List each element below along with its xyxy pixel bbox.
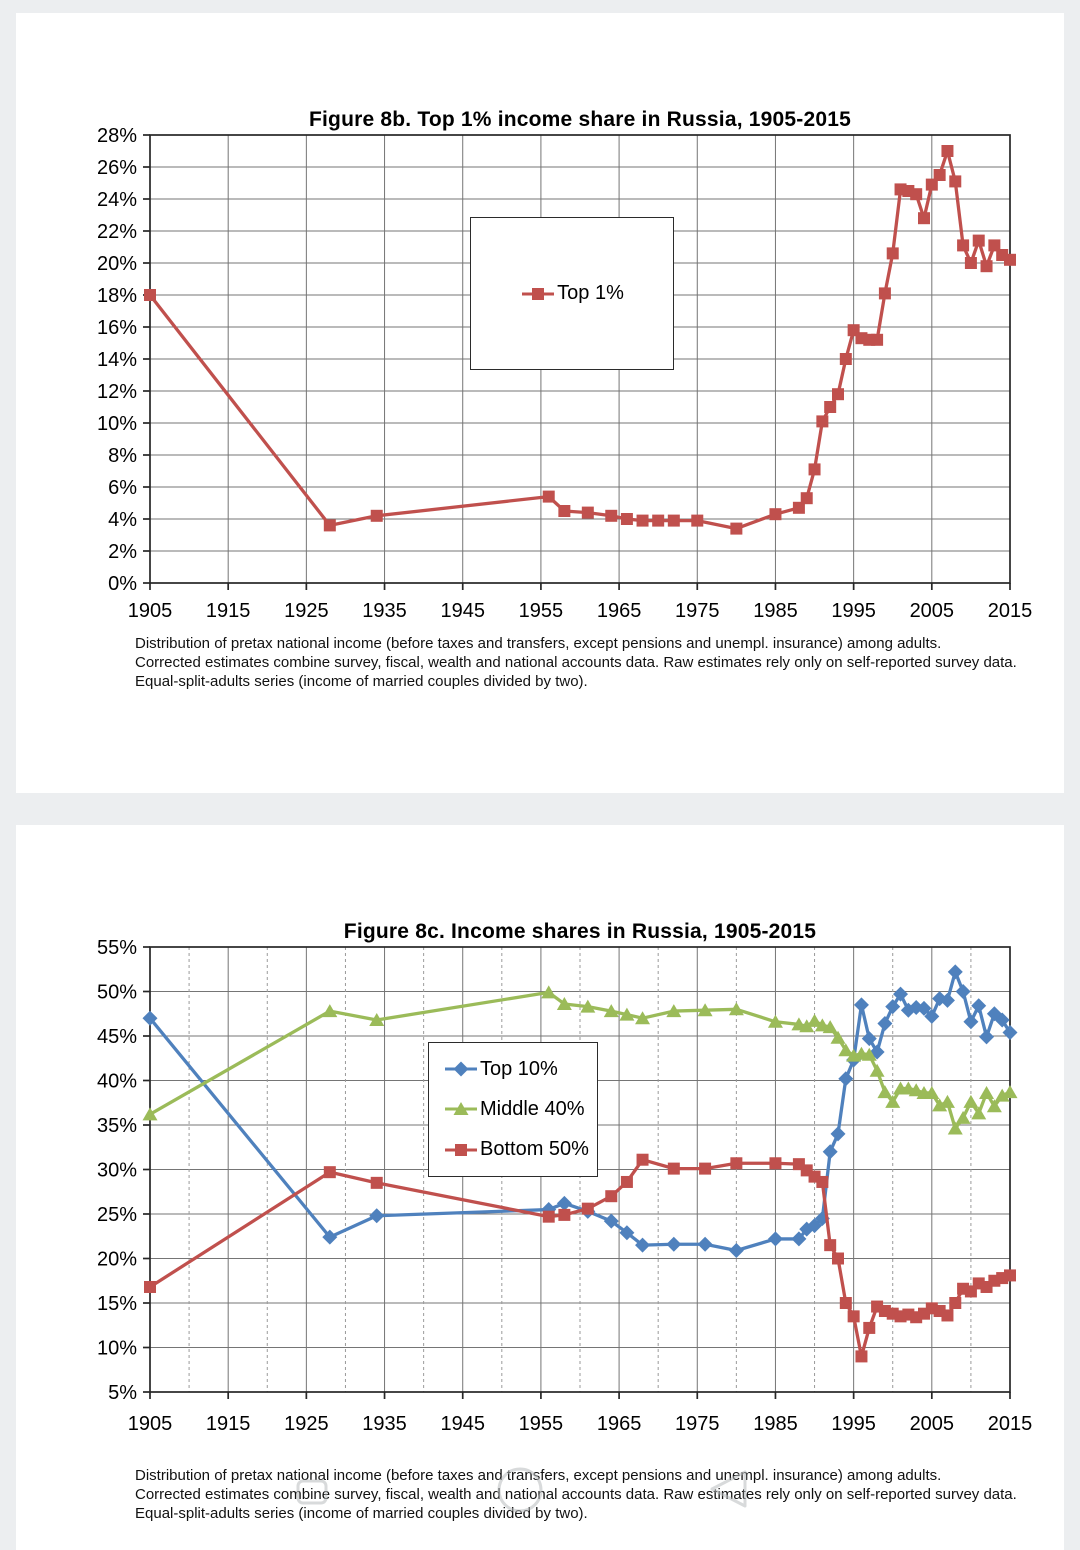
- footnote-line: Equal-split-adults series (income of married couples divided by two).: [135, 672, 588, 690]
- x-tick-label: 1905: [127, 1413, 173, 1435]
- data-point: [532, 288, 544, 300]
- recents-square-icon[interactable]: [298, 1481, 326, 1503]
- y-tick-label: 30%: [96, 1159, 137, 1182]
- pdf-page-2: [16, 825, 1064, 1550]
- y-tick-label: 5%: [108, 1382, 137, 1404]
- y-tick-label: 28%: [96, 125, 137, 147]
- y-tick-label: 14%: [96, 349, 137, 371]
- y-tick-label: 2%: [108, 541, 137, 563]
- data-point: [652, 515, 664, 527]
- data-point: [918, 212, 930, 224]
- legend-label-middle40: Middle 40%: [480, 1097, 585, 1120]
- x-tick-label: 1955: [518, 600, 564, 622]
- data-point: [879, 287, 891, 299]
- x-tick-label: 1925: [284, 600, 329, 622]
- y-tick-label: 24%: [96, 189, 137, 211]
- footnote-line: Corrected estimates combine survey, fiscal, wealth and national accounts data. Raw estimates rely only on self-reported survey data.: [135, 1485, 1017, 1503]
- home-circle-icon[interactable]: [499, 1469, 541, 1511]
- data-point: [840, 353, 852, 365]
- android-nav-watermarks: [16, 825, 1064, 1550]
- y-tick-label: 20%: [96, 1248, 137, 1271]
- data-point: [871, 334, 883, 346]
- x-tick-label: 1945: [440, 600, 485, 622]
- y-tick-label: 45%: [96, 1026, 137, 1048]
- data-point: [809, 463, 821, 475]
- x-tick-label: 1905: [127, 600, 173, 622]
- y-tick-label: 35%: [96, 1115, 137, 1137]
- y-tick-label: 12%: [96, 381, 137, 403]
- y-tick-label: 15%: [96, 1293, 137, 1315]
- legend-label-top1: Top 1%: [557, 282, 624, 304]
- footnote-line: Corrected estimates combine survey, fiscal, wealth and national accounts data. Raw estimates rely only on self-reported survey data.: [135, 653, 1017, 671]
- y-tick-label: 8%: [108, 445, 137, 467]
- x-tick-label: 1985: [753, 600, 798, 622]
- y-tick-label: 0%: [108, 573, 137, 595]
- figure-8b-legend: [470, 217, 674, 370]
- x-tick-label: 1925: [284, 1413, 329, 1435]
- x-tick-label: 1985: [753, 1413, 798, 1435]
- data-point: [543, 491, 555, 503]
- data-point: [973, 235, 985, 247]
- x-tick-label: 2005: [909, 1413, 955, 1435]
- y-tick-label: 50%: [96, 981, 137, 1004]
- footnote-line: Distribution of pretax national income (before taxes and transfers, except pensions and unempl. insurance) among adults.: [135, 635, 942, 652]
- x-tick-label: 1915: [205, 600, 251, 622]
- legend-label-top10: Top 10%: [480, 1057, 558, 1080]
- x-tick-label: 2015: [987, 600, 1033, 622]
- y-tick-label: 10%: [96, 413, 137, 435]
- figure-8b-footnote: [135, 635, 1070, 691]
- x-tick-label: 1965: [596, 1413, 642, 1435]
- footnote-line: Equal-split-adults series (income of married couples divided by two).: [135, 1504, 588, 1522]
- y-tick-label: 22%: [96, 221, 137, 243]
- data-point: [910, 188, 922, 200]
- x-tick-label: 2005: [909, 600, 955, 622]
- pdf-page-1: [16, 13, 1064, 793]
- footnote-line: Distribution of pretax national income (before taxes and transfers, except pensions and unempl. insurance) among adults.: [135, 1467, 942, 1484]
- top1-series-marker-icon: [520, 286, 556, 302]
- y-tick-label: 26%: [96, 157, 137, 179]
- data-point: [605, 510, 617, 522]
- data-point: [1004, 254, 1016, 266]
- x-tick-label: 1995: [831, 1413, 876, 1435]
- figure-8c-title: Figure 8c. Income shares in Russia, 1905-2015: [343, 920, 817, 943]
- data-point: [371, 510, 383, 522]
- y-tick-label: 10%: [96, 1337, 137, 1360]
- x-tick-label: 1995: [831, 600, 876, 622]
- x-tick-label: 1945: [440, 1413, 485, 1435]
- data-point: [965, 257, 977, 269]
- data-point: [949, 175, 961, 187]
- data-point: [558, 505, 570, 517]
- data-point: [637, 515, 649, 527]
- data-point: [816, 415, 828, 427]
- legend-label-bottom50: Bottom 50%: [480, 1138, 589, 1161]
- x-tick-label: 1965: [596, 600, 642, 622]
- x-tick-label: 1975: [675, 1413, 720, 1435]
- x-tick-label: 1935: [362, 600, 407, 622]
- y-tick-label: 25%: [96, 1204, 137, 1226]
- data-point: [981, 260, 993, 272]
- figure-8b-title: Figure 8b. Top 1% income share in Russia, 1905-2015: [308, 108, 851, 131]
- y-tick-label: 4%: [108, 509, 137, 531]
- y-tick-label: 55%: [96, 937, 137, 959]
- data-point: [730, 523, 742, 535]
- data-point: [887, 247, 899, 259]
- data-point: [769, 508, 781, 520]
- data-point: [691, 515, 703, 527]
- x-tick-label: 2015: [987, 1413, 1033, 1435]
- data-point: [957, 239, 969, 251]
- x-tick-label: 1935: [362, 1413, 407, 1435]
- data-point: [582, 507, 594, 519]
- x-tick-label: 1915: [205, 1413, 251, 1435]
- data-point: [324, 519, 336, 531]
- legend-entry-top1: [520, 282, 624, 305]
- back-arrow-icon[interactable]: [712, 1472, 745, 1506]
- data-point: [668, 515, 680, 527]
- data-point: [144, 289, 156, 301]
- data-point: [824, 401, 836, 413]
- x-tick-label: 1975: [675, 600, 720, 622]
- data-point: [832, 388, 844, 400]
- x-tick-label: 1955: [518, 1413, 564, 1435]
- data-point: [621, 513, 633, 525]
- data-point: [941, 145, 953, 157]
- data-point: [801, 492, 813, 504]
- y-tick-label: 40%: [96, 1070, 137, 1093]
- y-tick-label: 16%: [96, 317, 137, 339]
- axes: [97, 125, 1032, 622]
- y-tick-label: 20%: [96, 253, 137, 275]
- y-tick-label: 18%: [96, 285, 137, 307]
- data-point: [934, 169, 946, 181]
- y-tick-label: 6%: [108, 477, 137, 499]
